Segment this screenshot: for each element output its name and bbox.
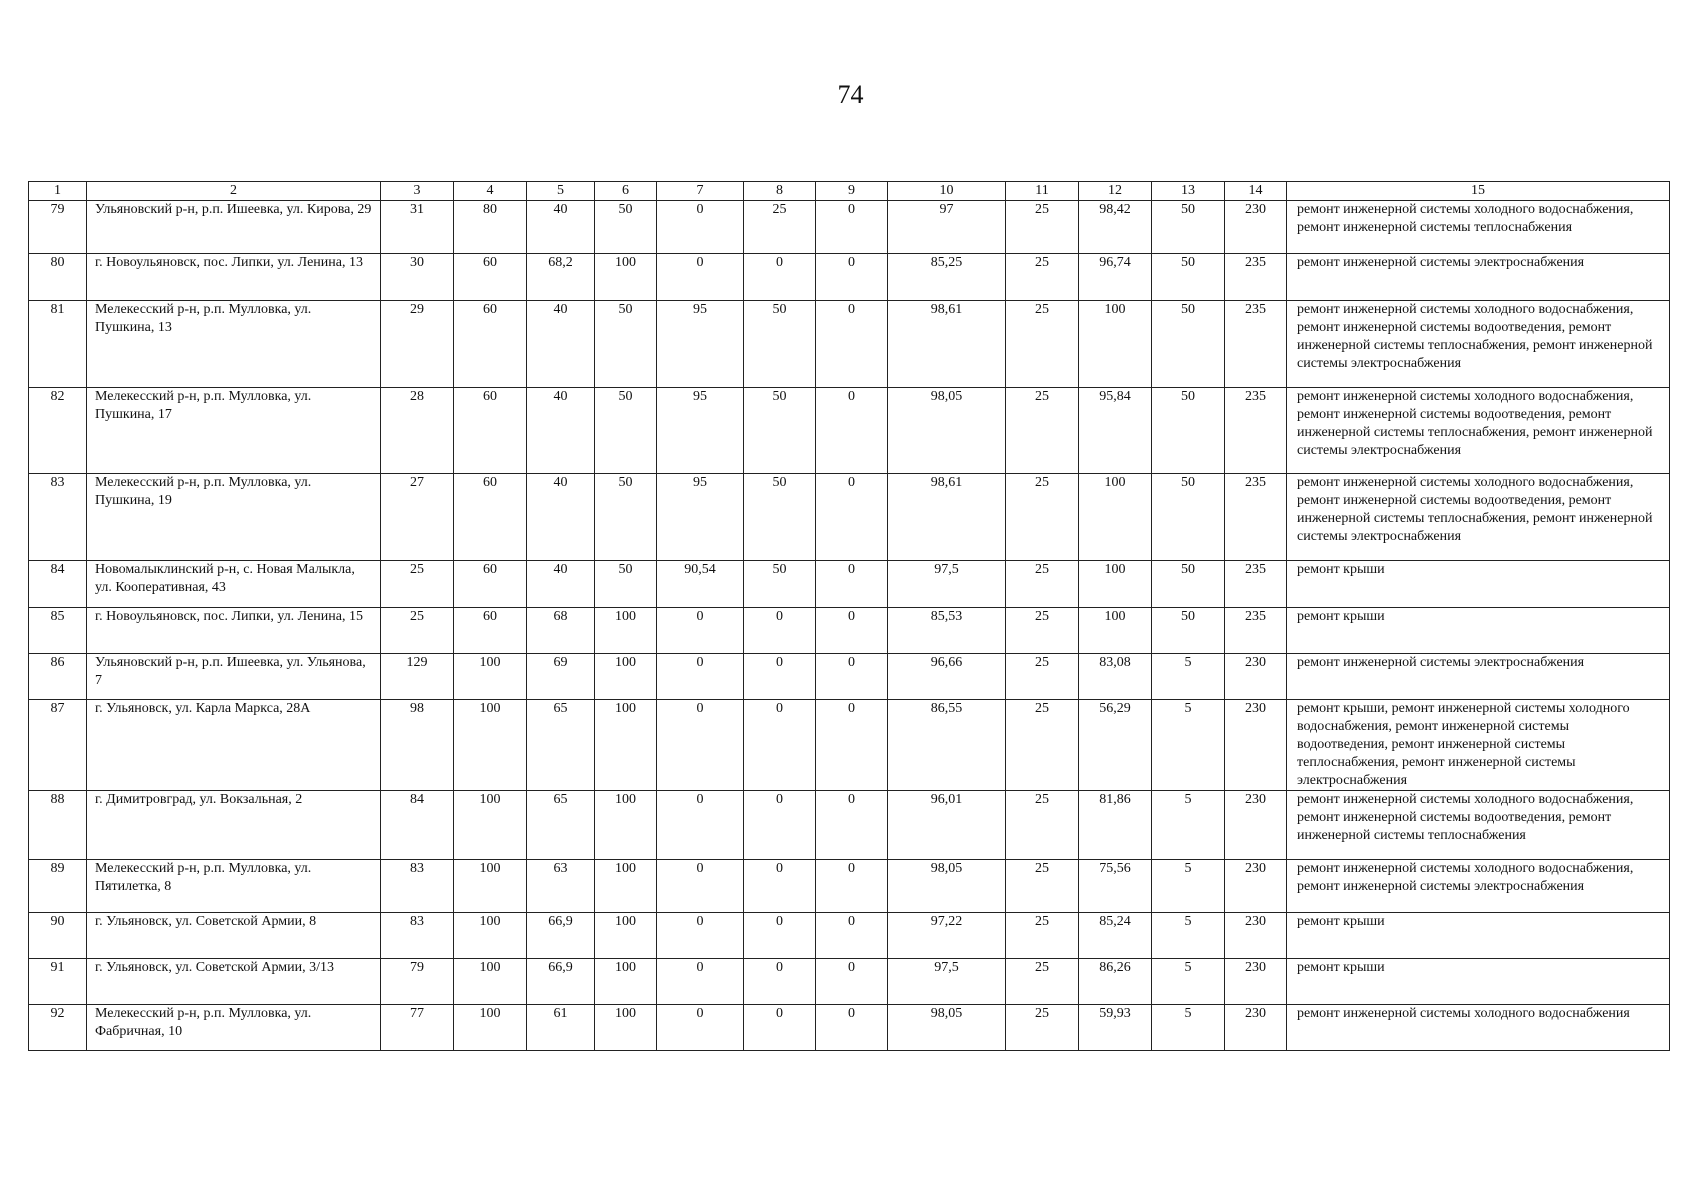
column-header-9: 9 bbox=[816, 182, 888, 201]
value-cell-col-11: 25 bbox=[1006, 1005, 1079, 1051]
work-type-cell: ремонт крыши bbox=[1287, 959, 1670, 1005]
value-cell-col-11: 25 bbox=[1006, 791, 1079, 860]
value-cell-col-3: 79 bbox=[381, 959, 454, 1005]
value-cell-col-4: 60 bbox=[454, 388, 527, 474]
column-header-6: 6 bbox=[595, 182, 657, 201]
value-cell-col-8: 0 bbox=[744, 654, 816, 700]
value-cell-col-14: 230 bbox=[1225, 959, 1287, 1005]
column-header-3: 3 bbox=[381, 182, 454, 201]
value-cell-col-9: 0 bbox=[816, 201, 888, 254]
value-cell-col-11: 25 bbox=[1006, 301, 1079, 388]
value-cell-col-3: 31 bbox=[381, 201, 454, 254]
value-cell-col-12: 83,08 bbox=[1079, 654, 1152, 700]
value-cell-col-4: 60 bbox=[454, 254, 527, 301]
value-cell-col-7: 95 bbox=[657, 388, 744, 474]
value-cell-col-6: 100 bbox=[595, 959, 657, 1005]
row-number-cell: 92 bbox=[29, 1005, 87, 1051]
value-cell-col-4: 100 bbox=[454, 1005, 527, 1051]
value-cell-col-6: 50 bbox=[595, 474, 657, 561]
value-cell-col-13: 5 bbox=[1152, 959, 1225, 1005]
value-cell-col-12: 100 bbox=[1079, 301, 1152, 388]
value-cell-col-4: 100 bbox=[454, 654, 527, 700]
value-cell-col-6: 100 bbox=[595, 1005, 657, 1051]
value-cell-col-13: 5 bbox=[1152, 860, 1225, 913]
value-cell-col-13: 50 bbox=[1152, 388, 1225, 474]
value-cell-col-3: 83 bbox=[381, 913, 454, 959]
value-cell-col-9: 0 bbox=[816, 388, 888, 474]
work-type-cell: ремонт инженерной системы холодного водоснабжения, ремонт инженерной системы теплоснабжения bbox=[1287, 201, 1670, 254]
address-cell: г. Ульяновск, ул. Советской Армии, 8 bbox=[87, 913, 381, 959]
value-cell-col-10: 97 bbox=[888, 201, 1006, 254]
value-cell-col-13: 5 bbox=[1152, 791, 1225, 860]
value-cell-col-8: 50 bbox=[744, 301, 816, 388]
value-cell-col-8: 0 bbox=[744, 913, 816, 959]
value-cell-col-7: 0 bbox=[657, 608, 744, 654]
value-cell-col-10: 85,25 bbox=[888, 254, 1006, 301]
value-cell-col-14: 230 bbox=[1225, 201, 1287, 254]
column-header-12: 12 bbox=[1079, 182, 1152, 201]
address-cell: Новомалыклинский р-н, с. Новая Малыкла, ул. Кооперативная, 43 bbox=[87, 561, 381, 608]
value-cell-col-6: 100 bbox=[595, 913, 657, 959]
value-cell-col-6: 50 bbox=[595, 388, 657, 474]
address-cell: Мелекесский р-н, р.п. Мулловка, ул. Фабричная, 10 bbox=[87, 1005, 381, 1051]
value-cell-col-5: 40 bbox=[527, 474, 595, 561]
value-cell-col-8: 0 bbox=[744, 791, 816, 860]
table-row bbox=[29, 1005, 1670, 1051]
table-row bbox=[29, 561, 1670, 608]
value-cell-col-7: 90,54 bbox=[657, 561, 744, 608]
value-cell-col-4: 100 bbox=[454, 913, 527, 959]
value-cell-col-9: 0 bbox=[816, 791, 888, 860]
column-header-2: 2 bbox=[87, 182, 381, 201]
value-cell-col-11: 25 bbox=[1006, 608, 1079, 654]
table-row bbox=[29, 301, 1670, 388]
row-number-cell: 86 bbox=[29, 654, 87, 700]
value-cell-col-11: 25 bbox=[1006, 254, 1079, 301]
column-header-4: 4 bbox=[454, 182, 527, 201]
value-cell-col-9: 0 bbox=[816, 1005, 888, 1051]
value-cell-col-5: 40 bbox=[527, 388, 595, 474]
table-row bbox=[29, 654, 1670, 700]
column-header-8: 8 bbox=[744, 182, 816, 201]
value-cell-col-8: 0 bbox=[744, 860, 816, 913]
table-row bbox=[29, 860, 1670, 913]
value-cell-col-12: 75,56 bbox=[1079, 860, 1152, 913]
value-cell-col-13: 50 bbox=[1152, 301, 1225, 388]
column-header-10: 10 bbox=[888, 182, 1006, 201]
value-cell-col-3: 84 bbox=[381, 791, 454, 860]
value-cell-col-11: 25 bbox=[1006, 474, 1079, 561]
work-type-cell: ремонт крыши bbox=[1287, 608, 1670, 654]
value-cell-col-5: 68 bbox=[527, 608, 595, 654]
value-cell-col-12: 86,26 bbox=[1079, 959, 1152, 1005]
work-type-cell: ремонт крыши, ремонт инженерной системы холодного водоснабжения, ремонт инженерной системы водоотведения, ремонт инженерной системы теплоснабжения, ремонт инженерной системы электроснабжения bbox=[1287, 700, 1670, 791]
address-cell: Мелекесский р-н, р.п. Мулловка, ул. Пушкина, 17 bbox=[87, 388, 381, 474]
value-cell-col-13: 50 bbox=[1152, 254, 1225, 301]
value-cell-col-4: 100 bbox=[454, 791, 527, 860]
value-cell-col-3: 30 bbox=[381, 254, 454, 301]
value-cell-col-3: 83 bbox=[381, 860, 454, 913]
value-cell-col-5: 40 bbox=[527, 201, 595, 254]
value-cell-col-6: 100 bbox=[595, 608, 657, 654]
value-cell-col-13: 50 bbox=[1152, 561, 1225, 608]
value-cell-col-7: 0 bbox=[657, 860, 744, 913]
value-cell-col-14: 235 bbox=[1225, 388, 1287, 474]
value-cell-col-12: 95,84 bbox=[1079, 388, 1152, 474]
value-cell-col-7: 0 bbox=[657, 791, 744, 860]
data-table bbox=[28, 181, 1670, 1051]
value-cell-col-13: 5 bbox=[1152, 1005, 1225, 1051]
value-cell-col-14: 235 bbox=[1225, 301, 1287, 388]
work-type-cell: ремонт инженерной системы холодного водоснабжения, ремонт инженерной системы водоотведения, ремонт инженерной системы теплоснабжения, ремонт инженерной системы электроснабжения bbox=[1287, 301, 1670, 388]
value-cell-col-10: 98,05 bbox=[888, 388, 1006, 474]
address-cell: Мелекесский р-н, р.п. Мулловка, ул. Пушкина, 19 bbox=[87, 474, 381, 561]
address-cell: г. Ульяновск, ул. Советской Армии, 3/13 bbox=[87, 959, 381, 1005]
value-cell-col-7: 95 bbox=[657, 301, 744, 388]
value-cell-col-12: 98,42 bbox=[1079, 201, 1152, 254]
work-type-cell: ремонт инженерной системы электроснабжения bbox=[1287, 254, 1670, 301]
value-cell-col-8: 50 bbox=[744, 388, 816, 474]
value-cell-col-9: 0 bbox=[816, 959, 888, 1005]
address-cell: Ульяновский р-н, р.п. Ишеевка, ул. Кирова, 29 bbox=[87, 201, 381, 254]
value-cell-col-12: 59,93 bbox=[1079, 1005, 1152, 1051]
value-cell-col-13: 50 bbox=[1152, 474, 1225, 561]
row-number-cell: 91 bbox=[29, 959, 87, 1005]
value-cell-col-13: 5 bbox=[1152, 654, 1225, 700]
value-cell-col-14: 230 bbox=[1225, 654, 1287, 700]
table-row bbox=[29, 474, 1670, 561]
column-header-1: 1 bbox=[29, 182, 87, 201]
table-row bbox=[29, 959, 1670, 1005]
value-cell-col-11: 25 bbox=[1006, 700, 1079, 791]
value-cell-col-5: 40 bbox=[527, 561, 595, 608]
address-cell: г. Новоульяновск, пос. Липки, ул. Ленина, 15 bbox=[87, 608, 381, 654]
value-cell-col-12: 81,86 bbox=[1079, 791, 1152, 860]
address-cell: г. Димитровград, ул. Вокзальная, 2 bbox=[87, 791, 381, 860]
value-cell-col-6: 50 bbox=[595, 561, 657, 608]
value-cell-col-14: 230 bbox=[1225, 791, 1287, 860]
value-cell-col-7: 95 bbox=[657, 474, 744, 561]
value-cell-col-5: 40 bbox=[527, 301, 595, 388]
value-cell-col-10: 96,01 bbox=[888, 791, 1006, 860]
value-cell-col-8: 25 bbox=[744, 201, 816, 254]
row-number-cell: 90 bbox=[29, 913, 87, 959]
row-number-cell: 81 bbox=[29, 301, 87, 388]
value-cell-col-4: 100 bbox=[454, 959, 527, 1005]
value-cell-col-10: 86,55 bbox=[888, 700, 1006, 791]
value-cell-col-11: 25 bbox=[1006, 860, 1079, 913]
value-cell-col-12: 100 bbox=[1079, 474, 1152, 561]
row-number-cell: 83 bbox=[29, 474, 87, 561]
value-cell-col-11: 25 bbox=[1006, 913, 1079, 959]
page-number: 74 bbox=[837, 80, 864, 109]
value-cell-col-7: 0 bbox=[657, 201, 744, 254]
column-header-11: 11 bbox=[1006, 182, 1079, 201]
work-type-cell: ремонт крыши bbox=[1287, 913, 1670, 959]
column-header-5: 5 bbox=[527, 182, 595, 201]
value-cell-col-9: 0 bbox=[816, 561, 888, 608]
value-cell-col-8: 50 bbox=[744, 474, 816, 561]
work-type-cell: ремонт крыши bbox=[1287, 561, 1670, 608]
work-type-cell: ремонт инженерной системы холодного водоснабжения, ремонт инженерной системы водоотведения, ремонт инженерной системы теплоснабжения bbox=[1287, 791, 1670, 860]
value-cell-col-10: 97,22 bbox=[888, 913, 1006, 959]
value-cell-col-6: 100 bbox=[595, 860, 657, 913]
value-cell-col-6: 50 bbox=[595, 301, 657, 388]
value-cell-col-11: 25 bbox=[1006, 959, 1079, 1005]
value-cell-col-5: 63 bbox=[527, 860, 595, 913]
table-row bbox=[29, 388, 1670, 474]
table-body bbox=[29, 201, 1670, 1051]
value-cell-col-14: 230 bbox=[1225, 1005, 1287, 1051]
value-cell-col-7: 0 bbox=[657, 1005, 744, 1051]
value-cell-col-9: 0 bbox=[816, 700, 888, 791]
value-cell-col-6: 100 bbox=[595, 254, 657, 301]
value-cell-col-4: 100 bbox=[454, 700, 527, 791]
value-cell-col-14: 235 bbox=[1225, 254, 1287, 301]
value-cell-col-12: 96,74 bbox=[1079, 254, 1152, 301]
value-cell-col-6: 100 bbox=[595, 700, 657, 791]
row-number-cell: 87 bbox=[29, 700, 87, 791]
value-cell-col-5: 69 bbox=[527, 654, 595, 700]
value-cell-col-13: 50 bbox=[1152, 201, 1225, 254]
row-number-cell: 85 bbox=[29, 608, 87, 654]
value-cell-col-8: 0 bbox=[744, 608, 816, 654]
value-cell-col-11: 25 bbox=[1006, 388, 1079, 474]
value-cell-col-11: 25 bbox=[1006, 201, 1079, 254]
column-header-7: 7 bbox=[657, 182, 744, 201]
row-number-cell: 79 bbox=[29, 201, 87, 254]
value-cell-col-3: 77 bbox=[381, 1005, 454, 1051]
table-row bbox=[29, 608, 1670, 654]
value-cell-col-8: 50 bbox=[744, 561, 816, 608]
value-cell-col-11: 25 bbox=[1006, 561, 1079, 608]
value-cell-col-4: 100 bbox=[454, 860, 527, 913]
value-cell-col-7: 0 bbox=[657, 700, 744, 791]
value-cell-col-8: 0 bbox=[744, 700, 816, 791]
row-number-cell: 88 bbox=[29, 791, 87, 860]
value-cell-col-12: 100 bbox=[1079, 608, 1152, 654]
column-header-15: 15 bbox=[1287, 182, 1670, 201]
table-row bbox=[29, 700, 1670, 791]
value-cell-col-6: 100 bbox=[595, 654, 657, 700]
address-cell: г. Ульяновск, ул. Карла Маркса, 28А bbox=[87, 700, 381, 791]
value-cell-col-9: 0 bbox=[816, 608, 888, 654]
value-cell-col-7: 0 bbox=[657, 254, 744, 301]
value-cell-col-11: 25 bbox=[1006, 654, 1079, 700]
work-type-cell: ремонт инженерной системы холодного водоснабжения, ремонт инженерной системы водоотведения, ремонт инженерной системы теплоснабжения, ремонт инженерной системы электроснабжения bbox=[1287, 474, 1670, 561]
value-cell-col-10: 98,61 bbox=[888, 474, 1006, 561]
value-cell-col-13: 5 bbox=[1152, 700, 1225, 791]
value-cell-col-5: 68,2 bbox=[527, 254, 595, 301]
address-cell: г. Новоульяновск, пос. Липки, ул. Ленина, 13 bbox=[87, 254, 381, 301]
value-cell-col-5: 66,9 bbox=[527, 913, 595, 959]
value-cell-col-5: 66,9 bbox=[527, 959, 595, 1005]
value-cell-col-10: 96,66 bbox=[888, 654, 1006, 700]
column-header-14: 14 bbox=[1225, 182, 1287, 201]
address-cell: Ульяновский р-н, р.п. Ишеевка, ул. Ульянова, 7 bbox=[87, 654, 381, 700]
row-number-cell: 84 bbox=[29, 561, 87, 608]
value-cell-col-9: 0 bbox=[816, 654, 888, 700]
value-cell-col-7: 0 bbox=[657, 959, 744, 1005]
work-type-cell: ремонт инженерной системы холодного водоснабжения, ремонт инженерной системы водоотведения, ремонт инженерной системы теплоснабжения, ремонт инженерной системы электроснабжения bbox=[1287, 388, 1670, 474]
value-cell-col-8: 0 bbox=[744, 254, 816, 301]
value-cell-col-3: 25 bbox=[381, 561, 454, 608]
value-cell-col-7: 0 bbox=[657, 913, 744, 959]
value-cell-col-14: 235 bbox=[1225, 608, 1287, 654]
work-type-cell: ремонт инженерной системы электроснабжения bbox=[1287, 654, 1670, 700]
work-type-cell: ремонт инженерной системы холодного водоснабжения, ремонт инженерной системы электроснабжения bbox=[1287, 860, 1670, 913]
value-cell-col-14: 235 bbox=[1225, 561, 1287, 608]
value-cell-col-4: 60 bbox=[454, 474, 527, 561]
value-cell-col-10: 98,61 bbox=[888, 301, 1006, 388]
value-cell-col-14: 230 bbox=[1225, 700, 1287, 791]
table-row bbox=[29, 791, 1670, 860]
value-cell-col-14: 235 bbox=[1225, 474, 1287, 561]
value-cell-col-13: 5 bbox=[1152, 913, 1225, 959]
address-cell: Мелекесский р-н, р.п. Мулловка, ул. Пушкина, 13 bbox=[87, 301, 381, 388]
value-cell-col-4: 80 bbox=[454, 201, 527, 254]
value-cell-col-3: 29 bbox=[381, 301, 454, 388]
table-row bbox=[29, 913, 1670, 959]
value-cell-col-3: 98 bbox=[381, 700, 454, 791]
value-cell-col-4: 60 bbox=[454, 608, 527, 654]
value-cell-col-5: 65 bbox=[527, 700, 595, 791]
column-header-13: 13 bbox=[1152, 182, 1225, 201]
value-cell-col-9: 0 bbox=[816, 860, 888, 913]
value-cell-col-12: 85,24 bbox=[1079, 913, 1152, 959]
value-cell-col-12: 56,29 bbox=[1079, 700, 1152, 791]
value-cell-col-3: 25 bbox=[381, 608, 454, 654]
value-cell-col-8: 0 bbox=[744, 1005, 816, 1051]
value-cell-col-9: 0 bbox=[816, 913, 888, 959]
value-cell-col-10: 98,05 bbox=[888, 860, 1006, 913]
value-cell-col-3: 28 bbox=[381, 388, 454, 474]
header-row bbox=[29, 182, 1670, 201]
value-cell-col-3: 129 bbox=[381, 654, 454, 700]
work-type-cell: ремонт инженерной системы холодного водоснабжения bbox=[1287, 1005, 1670, 1051]
value-cell-col-3: 27 bbox=[381, 474, 454, 561]
value-cell-col-12: 100 bbox=[1079, 561, 1152, 608]
value-cell-col-7: 0 bbox=[657, 654, 744, 700]
value-cell-col-13: 50 bbox=[1152, 608, 1225, 654]
value-cell-col-10: 97,5 bbox=[888, 959, 1006, 1005]
value-cell-col-9: 0 bbox=[816, 301, 888, 388]
value-cell-col-6: 100 bbox=[595, 791, 657, 860]
value-cell-col-8: 0 bbox=[744, 959, 816, 1005]
value-cell-col-6: 50 bbox=[595, 201, 657, 254]
row-number-cell: 80 bbox=[29, 254, 87, 301]
address-cell: Мелекесский р-н, р.п. Мулловка, ул. Пятилетка, 8 bbox=[87, 860, 381, 913]
table-row bbox=[29, 254, 1670, 301]
value-cell-col-5: 61 bbox=[527, 1005, 595, 1051]
row-number-cell: 82 bbox=[29, 388, 87, 474]
value-cell-col-9: 0 bbox=[816, 474, 888, 561]
value-cell-col-9: 0 bbox=[816, 254, 888, 301]
table-row bbox=[29, 201, 1670, 254]
value-cell-col-4: 60 bbox=[454, 301, 527, 388]
value-cell-col-10: 85,53 bbox=[888, 608, 1006, 654]
value-cell-col-5: 65 bbox=[527, 791, 595, 860]
value-cell-col-14: 230 bbox=[1225, 860, 1287, 913]
value-cell-col-10: 97,5 bbox=[888, 561, 1006, 608]
value-cell-col-10: 98,05 bbox=[888, 1005, 1006, 1051]
value-cell-col-14: 230 bbox=[1225, 913, 1287, 959]
row-number-cell: 89 bbox=[29, 860, 87, 913]
value-cell-col-4: 60 bbox=[454, 561, 527, 608]
